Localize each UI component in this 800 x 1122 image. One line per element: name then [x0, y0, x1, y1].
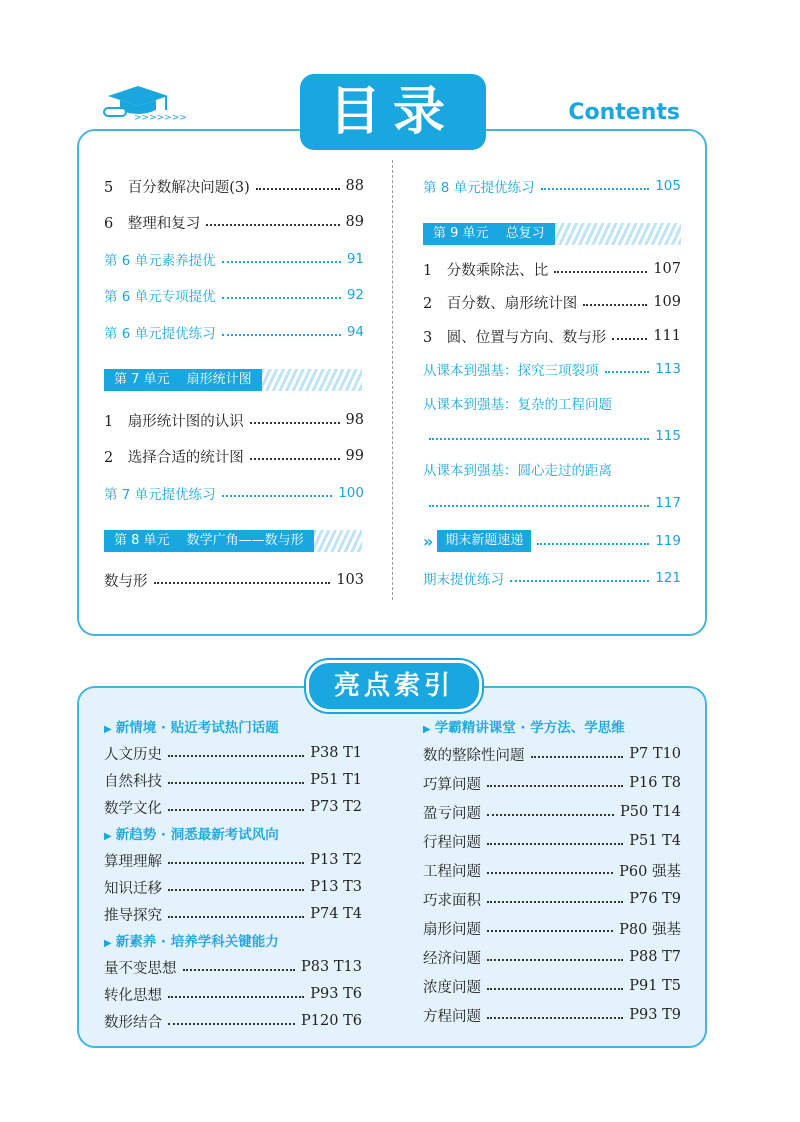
contents-label: Contents [568, 100, 680, 125]
highlight-entry[interactable]: 扇形问题 P80 强基 [423, 921, 681, 938]
unit-9-header: 第 9 单元 总复习 [423, 223, 681, 245]
highlight-entry[interactable]: 工程问题 P60 强基 [423, 863, 681, 880]
toc-entry[interactable]: 6 整理和复习 89 [104, 214, 364, 232]
unit-7-header: 第 7 单元 扇形统计图 [104, 369, 362, 391]
column-divider [392, 160, 393, 600]
highlight-entry[interactable]: 巧算问题 P16 T8 [423, 775, 681, 793]
highlight-section-heading: ▶ 学霸精讲课堂 · 学方法、学思维 [423, 720, 625, 736]
highlight-entry[interactable]: 浓度问题 P91 T5 [423, 978, 681, 996]
highlight-entry[interactable]: 数学文化 P73 T2 [104, 799, 362, 817]
highlight-entry[interactable]: 行程问题 P51 T4 [423, 833, 681, 851]
double-chevron-icon: » [423, 531, 434, 551]
triangle-right-icon: ▶ [104, 938, 112, 949]
highlight-entry[interactable]: 数形结合 P120 T6 [104, 1013, 362, 1031]
toc-entry-page[interactable]: 115 [423, 424, 681, 448]
toc-entry[interactable]: 第 6 单元素养提优 91 [104, 251, 364, 269]
highlight-entry[interactable]: 盈亏问题 P50 T14 [423, 804, 681, 822]
triangle-right-icon: ▶ [423, 724, 431, 735]
toc-entry[interactable]: 5 百分数解决问题(3) 88 [104, 178, 364, 196]
highlight-entry[interactable]: 推导探究 P74 T4 [104, 906, 362, 924]
highlight-entry[interactable]: 转化思想 P93 T6 [104, 986, 362, 1004]
toc-entry[interactable]: 第 6 单元提优练习 94 [104, 324, 364, 342]
triangle-right-icon: ▶ [104, 724, 112, 735]
toc-entry[interactable]: 期末提优练习 121 [423, 570, 681, 588]
highlight-section-heading: ▶ 新素养 · 培养学科关键能力 [104, 934, 279, 950]
graduation-cap-icon [100, 82, 187, 123]
highlight-entry[interactable]: 量不变思想 P83 T13 [104, 959, 362, 977]
toc-entry[interactable]: 第 7 单元提优练习 100 [104, 485, 364, 503]
highlight-entry[interactable]: 自然科技 P51 T1 [104, 772, 362, 790]
toc-entry-title[interactable]: 从课本到强基：圆心走过的距离 [423, 463, 612, 479]
highlight-entry[interactable]: 巧求面积 P76 T9 [423, 891, 681, 909]
toc-entry-page[interactable]: 117 [423, 491, 681, 515]
highlight-entry[interactable]: 数的整除性问题 P7 T10 [423, 746, 681, 764]
toc-entry[interactable]: 第 8 单元提优练习 105 [423, 178, 681, 196]
highlight-entry[interactable]: 知识迁移 P13 T3 [104, 879, 362, 897]
toc-entry[interactable]: 1 扇形统计图的认识 98 [104, 412, 364, 430]
final-new-entry[interactable]: » 期末新题速递 119 [423, 531, 681, 551]
toc-entry[interactable]: 第 6 单元专项提优 92 [104, 287, 364, 305]
highlight-section-heading: ▶ 新情境 · 贴近考试热门话题 [104, 720, 279, 736]
highlights-title: 亮点索引 [306, 660, 482, 712]
toc-entry[interactable]: 3 圆、位置与方向、数与形 111 [423, 328, 681, 346]
triangle-right-icon: ▶ [104, 831, 112, 842]
toc-entry[interactable]: 数与形 103 [104, 572, 364, 590]
highlight-entry[interactable]: 人文历史 P38 T1 [104, 745, 362, 763]
unit-8-header: 第 8 单元 数学广角——数与形 [104, 530, 362, 552]
page-title: 目录 [300, 74, 486, 150]
toc-entry[interactable]: 从课本到强基：探究三项裂项 113 [423, 361, 681, 379]
highlight-section-heading: ▶ 新趋势 · 洞悉最新考试风向 [104, 827, 279, 843]
toc-entry[interactable]: 1 分数乘除法、比 107 [423, 261, 681, 279]
highlight-entry[interactable]: 方程问题 P93 T9 [423, 1007, 681, 1025]
highlight-entry[interactable]: 经济问题 P88 T7 [423, 949, 681, 967]
toc-entry[interactable]: 2 百分数、扇形统计图 109 [423, 294, 681, 312]
highlight-entry[interactable]: 算理理解 P13 T2 [104, 852, 362, 870]
toc-entry[interactable]: 2 选择合适的统计图 99 [104, 448, 364, 466]
svg-text:>>>>>>>: >>>>>>> [134, 113, 187, 123]
toc-entry-title[interactable]: 从课本到强基：复杂的工程问题 [423, 397, 612, 413]
